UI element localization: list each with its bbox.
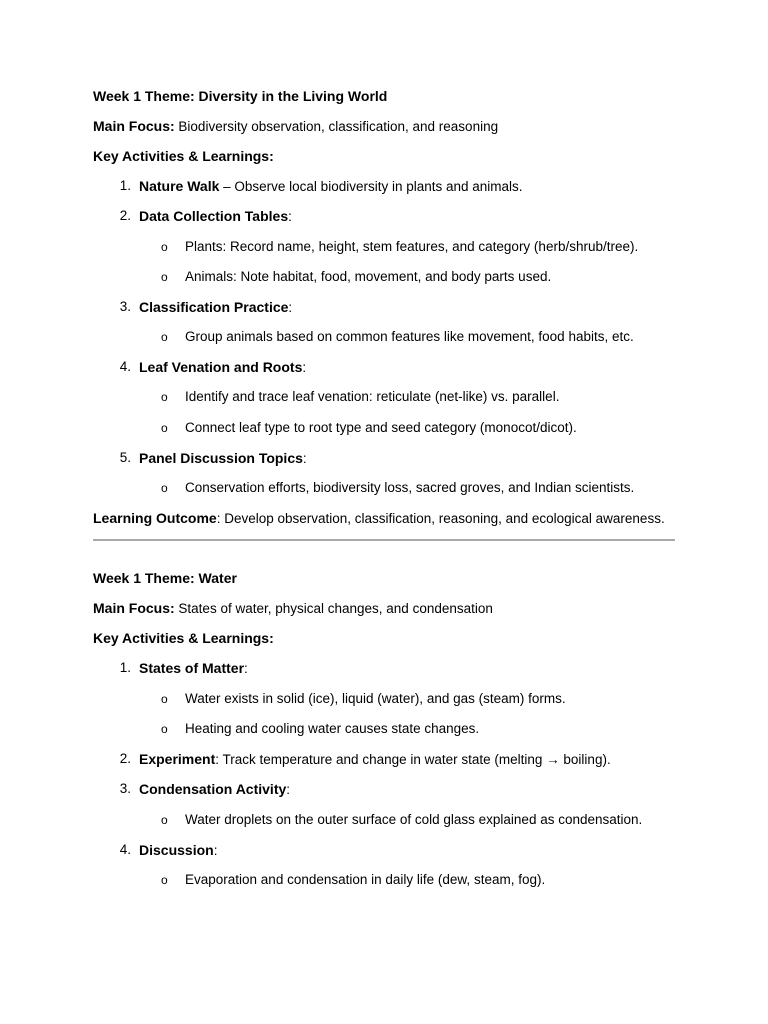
main-focus: Main Focus: Biodiversity observation, classification, and reasoning — [93, 118, 499, 134]
bullet-icon: o — [161, 692, 168, 706]
bullet-icon: o — [161, 481, 168, 495]
key-activities-heading: Key Activities & Learnings: — [93, 148, 274, 164]
theme-heading: Week 1 Theme: Water — [93, 570, 237, 586]
section-divider — [93, 539, 675, 541]
document-page: Week 1 Theme: Diversity in the Living World Main Focus: Biodiversity observation, classification, and reasoning Key Activities & Learnings: 1. Nature Walk – Observe local biodiversity in plants and animals. 2. Data Collection Tables: o Plants: Record name, height, stem features, and category (herb/shrub/tree). o Animals: Note habitat, food, movement, and body parts used. 3. Classification Practice: o Group animals based on common features like movement, food habits, etc. 4. Leaf Venation and Roots: o Identify and trace leaf venation: reticulate (net-like) vs. parallel. o Connect leaf type to root type and seed category (monocot/dicot). 5. Panel Discussion Topics: o Conservation efforts, biodiversity loss, sacred groves, and Indian scientists. Learning Outcome: Develop observation, classification, reasoning, and ecological awareness. Week 1 Theme: Water Main Focus: States of water, physical changes, and condensation Key Activities & Learnings: 1. States of Matter: o Water exists in solid (ice), liquid (water), and gas (steam) forms. o Heating and cooling water causes state changes. 2. Experiment: Track temperature and change in water state (melting → boiling). 3. Condensation Activity: o Water droplets on the outer surface of cold glass explained as condensation. 4. Discussion: o Evaporation and condensation in daily life (dew, steam, fog). — [0, 0, 768, 1024]
key-activities-heading: Key Activities & Learnings: — [93, 630, 274, 646]
bullet-icon: o — [161, 330, 168, 344]
bullet-icon: o — [161, 722, 168, 736]
learning-outcome: Learning Outcome: Develop observation, classification, reasoning, and ecological awareness. — [93, 510, 665, 526]
bullet-icon: o — [161, 240, 168, 254]
bullet-icon: o — [161, 421, 168, 435]
bullet-icon: o — [161, 270, 168, 284]
theme-heading: Week 1 Theme: Diversity in the Living World — [93, 88, 388, 104]
bullet-icon: o — [161, 873, 168, 887]
bullet-icon: o — [161, 813, 168, 827]
bullet-icon: o — [161, 390, 168, 404]
main-focus: Main Focus: States of water, physical changes, and condensation — [93, 600, 493, 616]
